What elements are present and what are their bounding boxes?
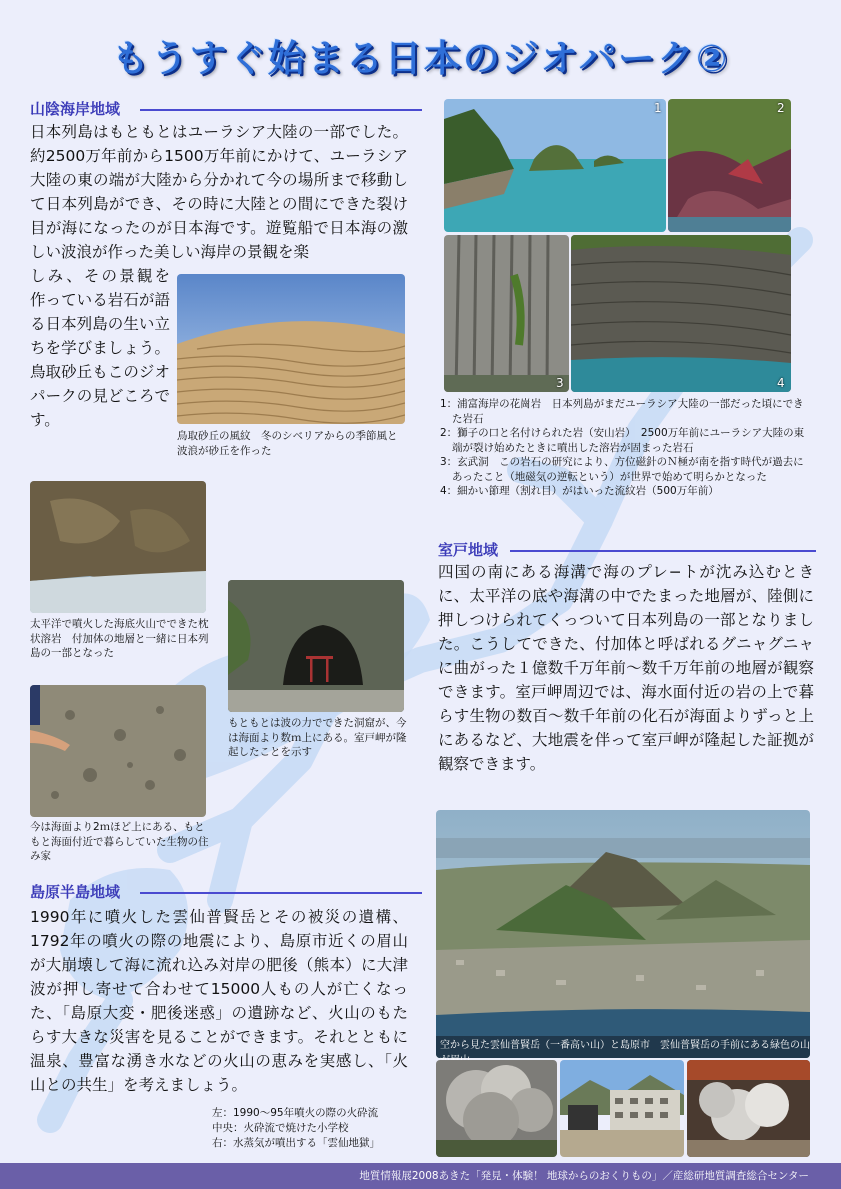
pillow-lava-caption: 太平洋で噴火した海底火山でできた枕状溶岩 付加体の地層と一緒に日本列島の一部となった (30, 618, 209, 659)
shimabara-heading-label: 島原半島地域 (30, 883, 121, 901)
muroto-heading (438, 539, 816, 561)
fossil-caption: 今は海面より2ｍほど上にある、もともと海面付近で暮らしていた生物の住み家 (30, 821, 209, 862)
sanin-photo-captions (440, 397, 806, 499)
caption-item: 3：玄武洞 この岩石の研究により、方位磁針のＮ極が南を指す時代が過去にあったこと（地磁気の逆転という）が世界で始めて明らかとなった (440, 456, 804, 483)
heading-rule (510, 550, 816, 552)
dune-caption: 鳥取砂丘の風紋 冬のシベリアからの季節風と波浪が砂丘を作った (177, 430, 398, 457)
poster-title: もうすぐ始まる日本のジオパーク② (111, 37, 730, 80)
uradome-coast-photo (444, 99, 666, 232)
heading-rule (140, 892, 422, 894)
muroto-text: 四国の南にある海溝で海のプレ−トが沈み込むときに、太平洋の底や海溝の中でたまった地層が、陸側に押しつけられてくっついて日本列島の一部となりました。こうしてできた、付加体と呼ばれるグニャグニャに曲がった１億数千万年前〜数千万年前の地層が観察できます。室戸岬周辺では、海水面付近の岩の上で暮らす生物の数百〜数千年前の化石が海面よりずっと上にあるなど、大地震を伴って室戸岬が隆起した証拠が観察できます。 (438, 563, 814, 773)
unzen-aerial-caption: 空から見た雲仙普賢岳（一番高い山）と島原市 雲仙普賢岳の手前にある緑色の山 (440, 1040, 810, 1051)
shimabara-small-captions (212, 1106, 422, 1151)
photo-number-3: 3 (556, 376, 564, 390)
sanin-text-wrap: しみ、その景観を作っている岩石が語る日本列島の生い立ちを学びましょう。鳥取砂丘もこのジオパークの見どころです。 (30, 267, 170, 429)
genbudo-photo (444, 235, 569, 392)
sanin-heading (30, 98, 422, 120)
tottori-dune-photo (177, 274, 405, 424)
shimabara-text: 1990年に噴火した雲仙普賢岳とその被災の遺構、1792年の噴火の際の地震により、島原市近くの眉山が大崩壊して海に流れ込み対岸の肥後（熊本）に大津波が押し寄せて合わせて15000人もの人が亡くなった、「島原大変・肥後迷惑」の遺跡など、火山のもたらす大きな災害を見ることができます。それとともに温泉、豊富な湧き水などの火山の恵みを実感し、「火山との共生」を考えましょう。 (30, 908, 408, 1094)
raised-cave-photo (228, 580, 404, 712)
pyroclastic-flow-photo (436, 1060, 557, 1157)
photo-number-1: 1 (654, 101, 662, 115)
unzen-aerial-photo (436, 810, 810, 1058)
fossil-burrow-photo (30, 685, 206, 817)
sanin-text-main: 日本列島はもともとはユーラシア大陸の一部でした。約2500万年前から1500万年前にかけて、ユーラシア大陸の東の端が大陸から分かれて今の場所まで移動して日本列島ができ、その時に大陸との間にできた裂け目が海になったのが日本海です。遊覧船で日本海の激しい波浪が作った美しい海岸の景観を楽 (30, 123, 408, 261)
caption-item: 4：細かい節理（割れ目）がはいった流紋岩（500万年前） (440, 485, 719, 497)
photo-number-2: 2 (777, 101, 785, 115)
unzen-jigoku-photo (687, 1060, 810, 1157)
muroto-heading-label: 室戸地域 (438, 541, 499, 559)
shimabara-heading (30, 881, 422, 903)
caption-right: 右：水蒸気が噴出する「雲仙地獄」 (212, 1137, 380, 1149)
caption-item: 2：獅子の口と名付けられた岩（安山岩） 2500万年前にユーラシア大陸の東端が裂け始めたときに噴出した溶岩が固まった岩石 (440, 427, 805, 454)
caption-center: 中央：火砕流で焼けた小学校 (212, 1122, 349, 1134)
caption-left: 左：1990〜95年噴火の際の火砕流 (212, 1107, 379, 1119)
rhyolite-photo (571, 235, 791, 392)
pillow-lava-photo (30, 481, 206, 613)
shishi-no-kuchi-photo (668, 99, 791, 232)
sanin-heading-label: 山陰海岸地域 (30, 100, 121, 118)
raised-cave-caption: もともとは波の力でできた洞窟が、今は海面より数ｍ上にある。室戸岬が隆起したことを示す (228, 717, 407, 758)
photo-number-4: 4 (777, 376, 785, 390)
heading-rule (140, 109, 422, 111)
caption-item: 1：浦富海岸の花崗岩 日本列島がまだユーラシア大陸の一部だった頃にできた岩石 (440, 398, 804, 425)
burnt-school-photo (560, 1060, 684, 1157)
footer-bar: 地質情報展2008あきた「発見・体験！ 地球からのおくりもの」／産総研地質調査総合センター (0, 1163, 841, 1189)
